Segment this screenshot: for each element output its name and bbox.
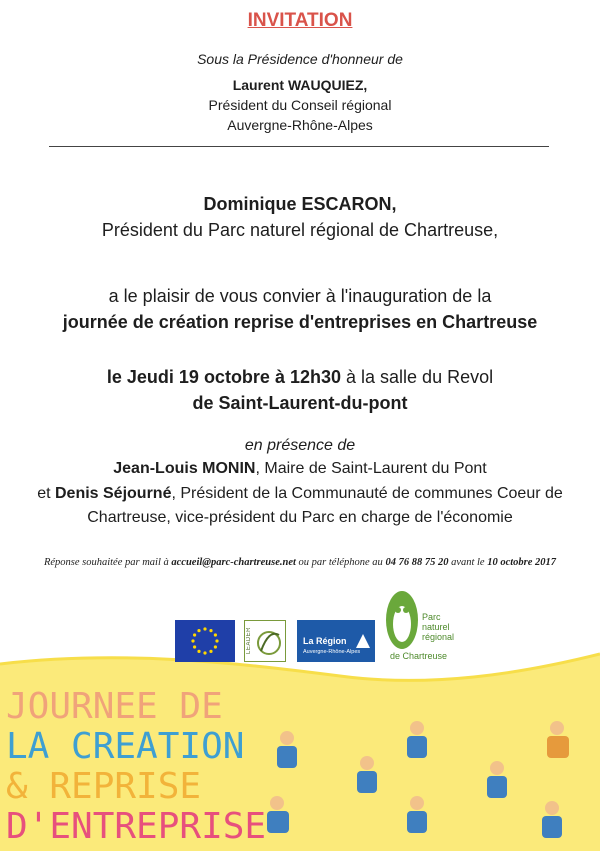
parc-name — [422, 612, 454, 642]
parc-chartreuse-logo — [384, 588, 474, 666]
banner-line1: JOURNEE DE — [6, 686, 223, 727]
guest2-role: , Président de la Communauté de communes Coeur de — [171, 485, 563, 502]
parc-line3: régional — [422, 632, 455, 642]
worker-figure — [357, 756, 377, 793]
region-name: La Région — [303, 636, 347, 646]
host-role: Président du Parc naturel régional de Chartreuse, — [101, 220, 499, 240]
region-logo — [297, 620, 375, 662]
host-name: Dominique ESCARON, — [203, 194, 397, 214]
event-venue-place: de Saint-Laurent-du-pont — [192, 393, 408, 413]
guest2-prefix: et — [37, 485, 55, 502]
rsvp-line — [0, 557, 600, 568]
honorary-role: Président du Conseil régional — [208, 97, 392, 113]
worker-figure — [547, 721, 569, 758]
divider — [49, 146, 549, 147]
rsvp-text1: Réponse souhaitée par mail à — [43, 557, 172, 568]
worker-figure — [407, 721, 427, 758]
banner-line3: & REPRISE — [6, 766, 202, 807]
worker-figure — [542, 801, 562, 838]
parc-line4: de Chartreuse — [390, 651, 448, 661]
honorary-name: Laurent WAUQUIEZ, — [232, 77, 368, 93]
event-datetime-line — [0, 365, 600, 389]
guest2-role-cont: Chartreuse, vice-président du Parc en charge de l'économie — [87, 509, 513, 526]
event-banner — [6, 687, 266, 847]
guest2-line — [0, 484, 600, 504]
worker-figure — [277, 731, 297, 768]
presidency-intro: Sous la Présidence d'honneur de — [197, 51, 403, 67]
rsvp-email[interactable]: accueil@parc-chartreuse.net — [171, 557, 296, 568]
worker-figure — [487, 761, 507, 798]
event-date-time: le Jeudi 19 octobre à 12h30 — [106, 367, 341, 387]
worker-figure — [407, 796, 427, 833]
invitation-line2: journée de création reprise d'entreprises en Chartreuse — [62, 312, 538, 332]
invitation-title: INVITATION — [247, 10, 353, 31]
rsvp-deadline: 10 octobre 2017 — [487, 557, 557, 568]
invitation-line1: a le plaisir de vous convier à l'inauguration de la — [108, 286, 492, 306]
parc-line1: Parc — [422, 612, 441, 622]
region-sub: Auvergne-Rhône-Alpes — [303, 649, 361, 655]
banner-line2: LA CREATION — [6, 726, 245, 767]
parc-line2: naturel — [422, 622, 450, 632]
honorary-region: Auvergne-Rhône-Alpes — [227, 117, 373, 133]
guest1-line — [0, 459, 600, 479]
rsvp-phone: 04 76 88 75 20 — [385, 557, 449, 568]
guest1-name: Jean-Louis MONIN — [113, 460, 256, 477]
worker-figure — [267, 796, 289, 833]
guest1-role: , Maire de Saint-Laurent du Pont — [255, 460, 487, 477]
leader-logo — [244, 620, 286, 662]
presence-intro: en présence de — [244, 437, 356, 454]
eu-flag-logo — [175, 620, 235, 662]
rsvp-text3: avant le — [448, 557, 488, 568]
banner-line4: D'ENTREPRISE — [6, 806, 267, 847]
workers-illustration — [255, 700, 595, 850]
rsvp-text2: ou par téléphone au — [295, 557, 386, 568]
leader-label: LEADER — [246, 627, 252, 655]
event-venue-pre: à la salle du Revol — [346, 367, 494, 387]
guest2-name: Denis Séjourné — [54, 485, 172, 502]
